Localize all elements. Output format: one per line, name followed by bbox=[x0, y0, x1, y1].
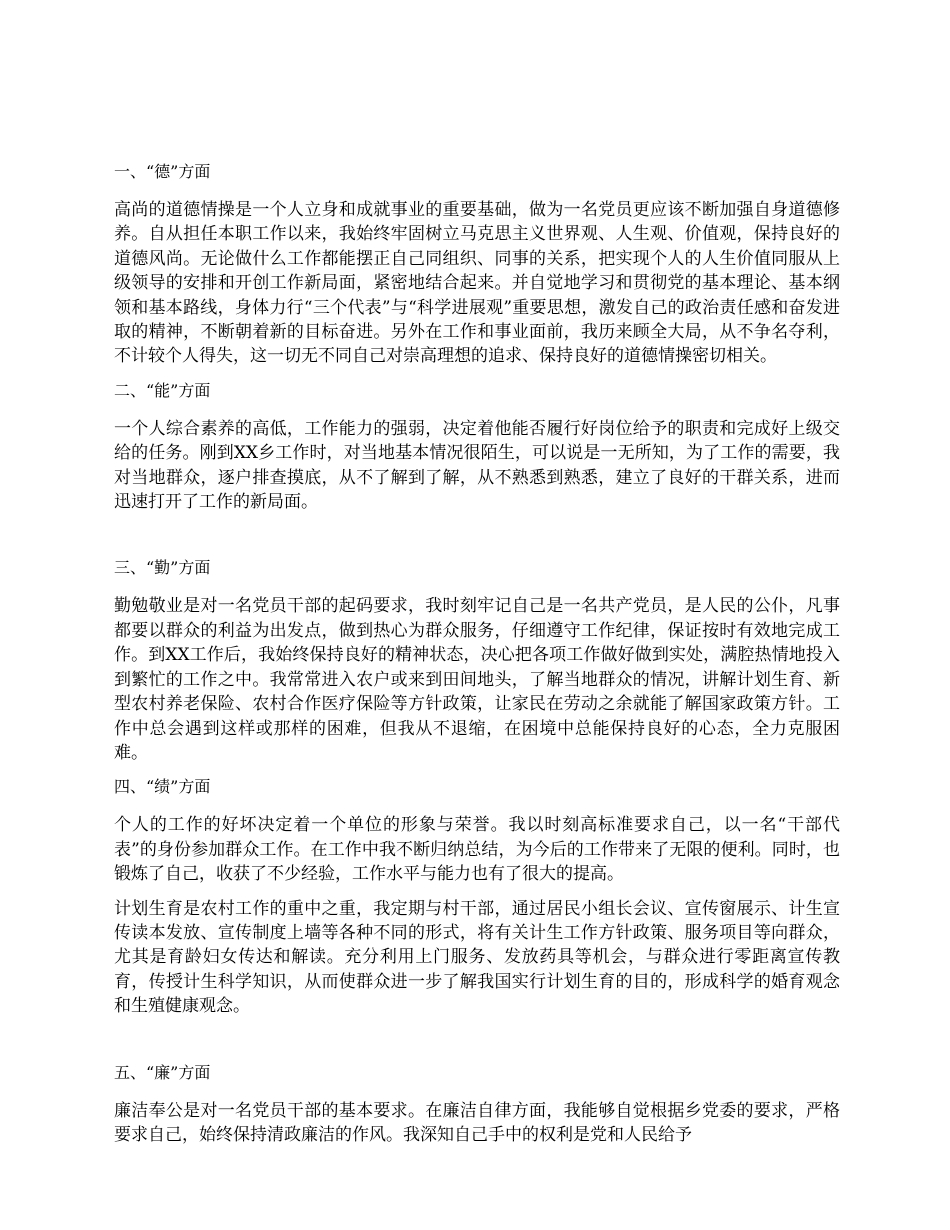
document-page bbox=[114, 160, 840, 1157]
paragraph: 计划生育是农村工作的重中之重，我定期与村干部，通过居民小组长会议、宣传窗展示、计生宣传读本发放、宣传制度上墙等各种不同的形式，将有关计生工作方针政策、服务项目等向群众，尤其是育龄妇女传达和解读。充分利用上门服务、发放药具等机会，与群众进行零距离宣传教育，传授计生科学知识，从而使群众进一步了解我国实行计划生育的目的，形成科学的婚育观念和生殖健康观念。 bbox=[114, 898, 840, 1017]
section-neng bbox=[114, 379, 840, 515]
paragraph: 廉洁奉公是对一名党员干部的基本要求。在廉洁自律方面，我能够自觉根据乡党委的要求，严格要求自己，始终保持清政廉洁的作风。我深知自己手中的权利是党和人民给予 bbox=[114, 1100, 840, 1145]
section-de bbox=[114, 160, 840, 369]
section-heading: 三、“勤”方面 bbox=[114, 558, 211, 578]
section-qin bbox=[114, 556, 840, 765]
section-heading: 五、“廉”方面 bbox=[114, 1062, 211, 1082]
paragraph: 勤勉敬业是对一名党员干部的起码要求，我时刻牢记自己是一名共产党员，是人民的公仆，凡事都要以群众的利益为出发点，做到热心为群众服务，仔细遵守工作纪律，保证按时有效地完成工作。到XX工作后，我始终保持良好的精神状态，决心把各项工作做好做到实处，满腔热情地投入到繁忙的工作之中。我常常进入农户或来到田间地头，了解当地群众的情况，讲解计划生育、新型农村养老保险、农村合作医疗保险等方针政策，让家民在劳动之余就能了解国家政策方针。工作中总会遇到这样或那样的困难，但我从不退缩，在困境中总能保持良好的心态，全力克服困难。 bbox=[114, 596, 840, 763]
paragraph: 一个人综合素养的高低，工作能力的强弱，决定着他能否履行好岗位给予的职责和完成好上级交给的任务。刚到XX乡工作时，对当地基本情况很陌生，可以说是一无所知，为了工作的需要，我对当地群众，逐户排查摸底，从不了解到了解，从不熟悉到熟悉，建立了良好的干群关系，进而迅速打开了工作的新局面。 bbox=[114, 418, 840, 513]
section-lian bbox=[114, 1061, 840, 1148]
section-heading: 二、“能”方面 bbox=[114, 380, 211, 400]
section-heading: 四、“绩”方面 bbox=[114, 777, 211, 797]
blank-spacer bbox=[114, 524, 840, 556]
blank-spacer bbox=[114, 1029, 840, 1061]
paragraph: 高尚的道德情操是一个人立身和成就事业的重要基础，做为一名党员更应该不断加强自身道德修养。自从担任本职工作以来，我始终牢固树立马克思主义世界观、人生观、价值观，保持良好的道德风尚。无论做什么工作都能摆正自己同组织、同事的关系，把实现个人的人生价值同服从上级领导的安排和开创工作新局面，紧密地结合起来。并自觉地学习和贯彻党的基本理论、基本纲领和基本路线，身体力行“三个代表”与“科学进展观”重要思想，激发自己的政治责任感和奋发进取的精神，不断朝着新的目标奋进。另外在工作和事业面前，我历来顾全大局，从不争名夺利，不计较个人得失，这一切无不同自己对崇高理想的追求、保持良好的道德情操密切相关。 bbox=[114, 200, 840, 367]
paragraph: 个人的工作的好坏决定着一个单位的形象与荣誉。我以时刻高标准要求自己，以一名“干部代表”的身份参加群众工作。在工作中我不断归纳总结，为今后的工作带来了无限的便利。同时，也锻炼了自己，收获了不少经验，工作水平与能力也有了很大的提高。 bbox=[114, 815, 840, 885]
section-ji bbox=[114, 775, 840, 1018]
section-heading: 一、“德”方面 bbox=[114, 162, 211, 181]
